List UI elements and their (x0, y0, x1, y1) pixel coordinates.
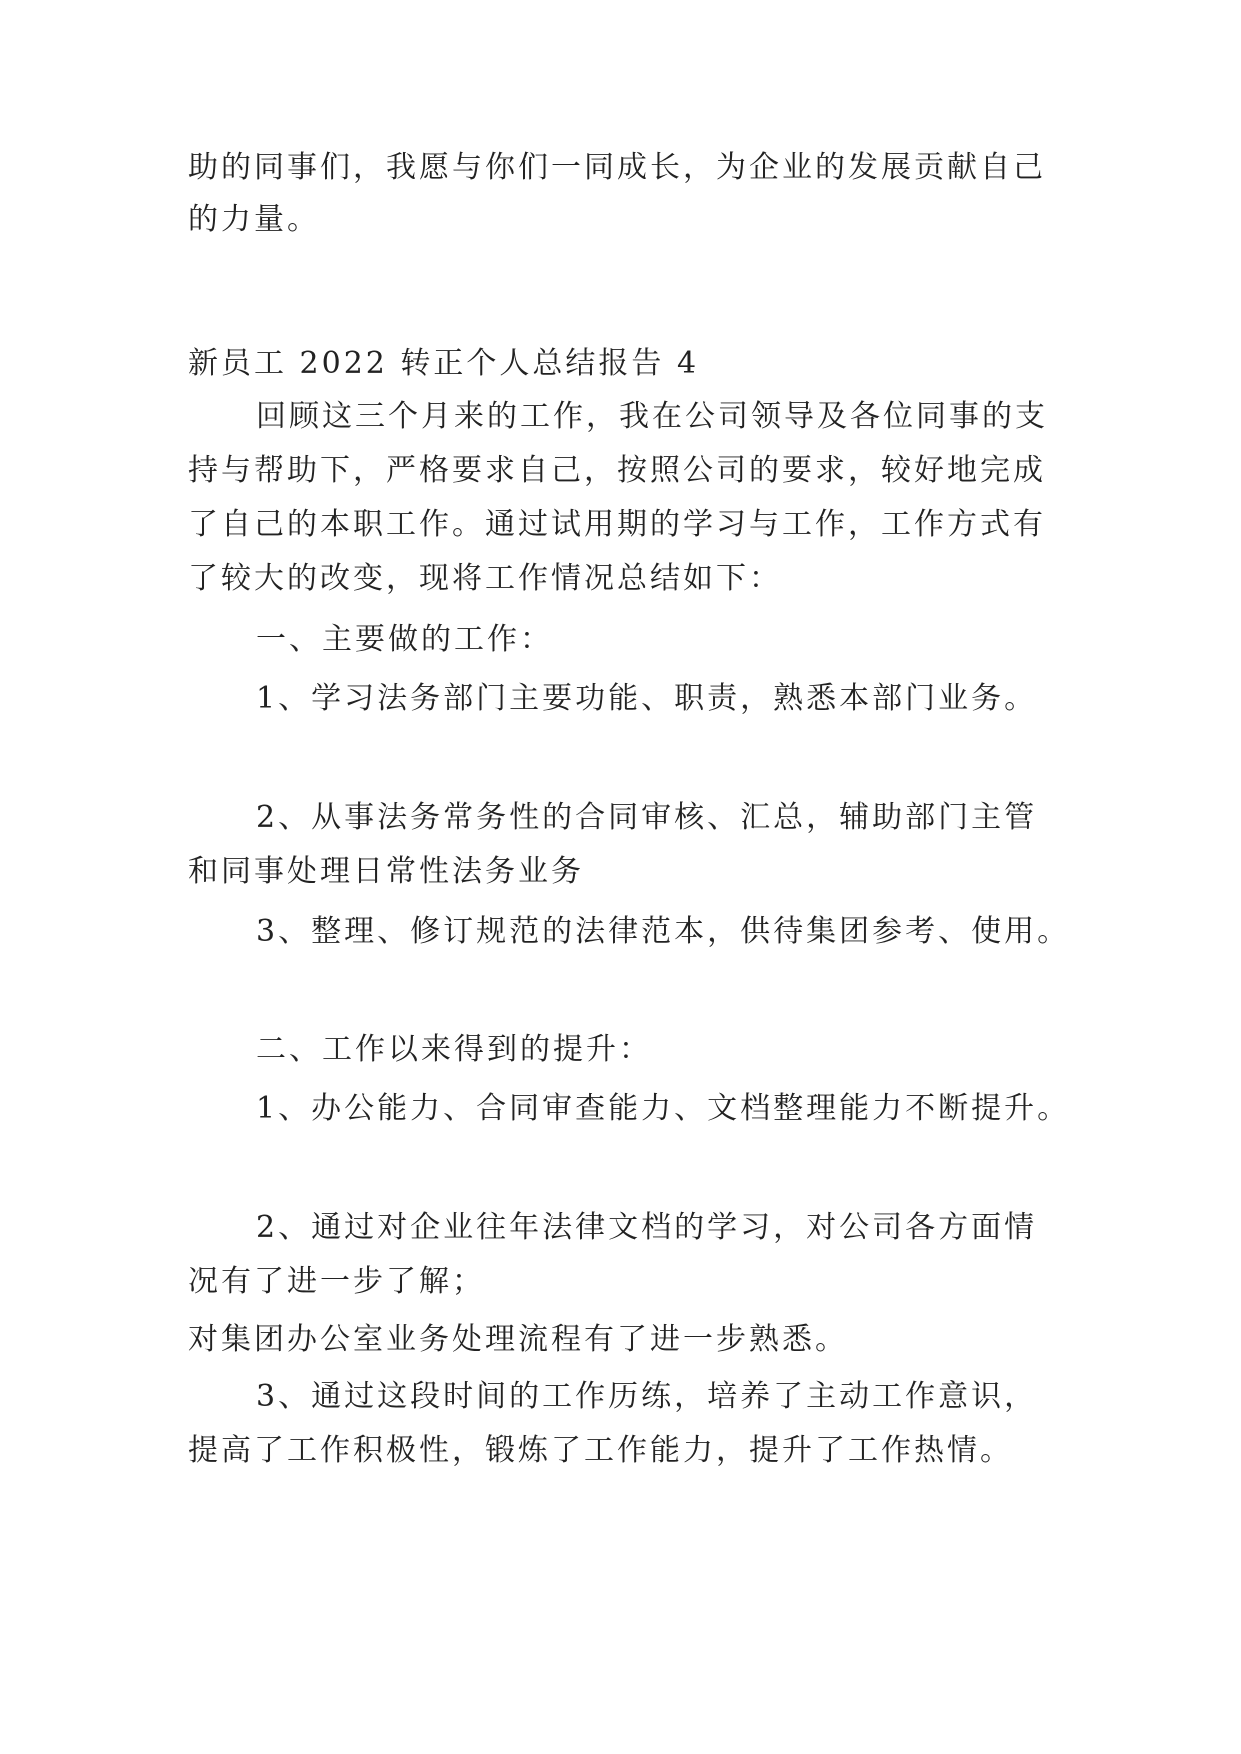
list-item: 2、从事法务常务性的合同审核、汇总，辅助部门主管 (256, 800, 1038, 835)
paragraph-line: 持与帮助下，严格要求自己，按照公司的要求，较好地完成 (188, 453, 1046, 488)
paragraph-line: 助的同事们，我愿与你们一同成长，为企业的发展贡献自己 (188, 150, 1046, 185)
section-heading: 新员工 2022 转正个人总结报告 4 (188, 346, 700, 381)
list-item-continued: 提高了工作积极性，锻炼了工作能力，提升了工作热情。 (188, 1433, 1013, 1468)
list-item: 1、学习法务部门主要功能、职责，熟悉本部门业务。 (256, 681, 1038, 716)
paragraph-line: 对集团办公室业务处理流程有了进一步熟悉。 (188, 1322, 848, 1357)
paragraph-line: 的力量。 (188, 202, 320, 237)
list-item: 2、通过对企业往年法律文档的学习，对公司各方面情 (256, 1210, 1038, 1245)
list-item: 1、办公能力、合同审查能力、文档整理能力不断提升。 (256, 1091, 1071, 1126)
list-item: 3、整理、修订规范的法律范本，供待集团参考、使用。 (256, 914, 1071, 949)
subheading: 一、主要做的工作： (256, 622, 553, 657)
list-item-continued: 况有了进一步了解； (188, 1264, 485, 1299)
paragraph-line: 了自己的本职工作。通过试用期的学习与工作，工作方式有 (188, 507, 1046, 542)
list-item: 3、通过这段时间的工作历练，培养了主动工作意识， (256, 1379, 1038, 1414)
paragraph-line: 回顾这三个月来的工作，我在公司领导及各位同事的支 (256, 399, 1048, 434)
subheading: 二、工作以来得到的提升： (256, 1032, 652, 1067)
list-item-continued: 和同事处理日常性法务业务 (188, 854, 584, 889)
paragraph-line: 了较大的改变，现将工作情况总结如下： (188, 561, 782, 596)
